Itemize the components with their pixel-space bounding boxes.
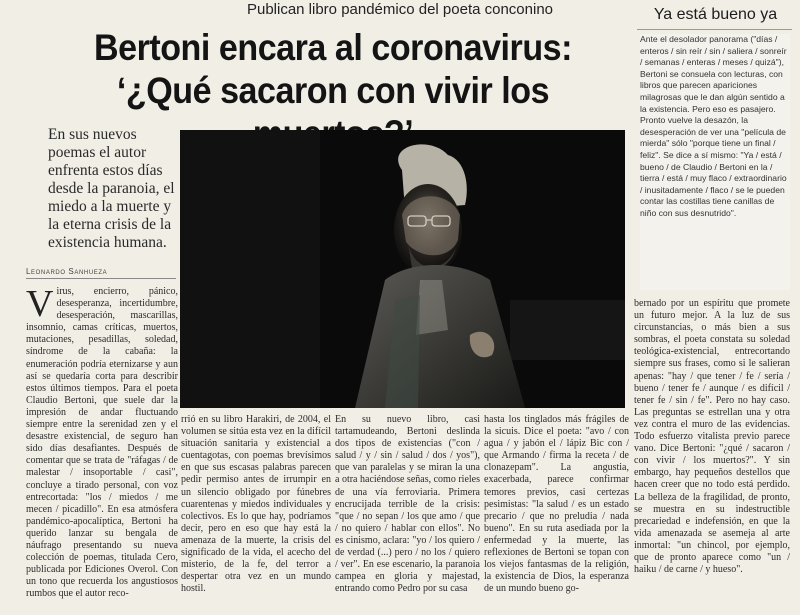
- drop-cap: V: [26, 286, 54, 325]
- byline: Leonardo Sanhueza: [26, 267, 176, 279]
- column-1-text: irus, encierro, pánico, desesperanza, incertidumbre, desesperación, mascarillas, insomnio, camas críticas, muertos, mutaciones, pesadillas, soledad, síndrome de la cabaña: la enumeración podría eternizarse y aun así se quedaría corta para describir estos últimos tiempos. Para el poeta Claudio Bertoni, que suele dar la impresión de andar fluctuando siempre entre la serenidad zen y el desastre existencial, de seguro han sido días desafiantes. Después de comentar que se trata de "ráfagas / de malestar / insoportable / casi", concluye a tirado personal, con voz entrecortada: "los / miedos / me mecen / picadillo". En esa atmósfera pandémico-apocalíptica, Bertoni ha querido lanzar su bengala de náufrago presentando su nueva colección de poemas, titulada Cero, publicada por Ediciones Overol. Con un tono que recuerda los angustiosos rumbos que el autor reco-: [26, 286, 178, 600]
- article-column-1: [26, 286, 178, 614]
- kicker: Publican libro pandémico del poeta conconino: [246, 1, 554, 18]
- sidebar-box: [640, 34, 790, 290]
- sidebar-text: Ante el desolador panorama ("días / enteros / sin reír / sin / saliera / sonreír / semanas / enteras / meses / quizá"), Bertoni se consuela con lecturas, con libros que parecen apariciones milagrosas que le dan algún sentido a la existencia. Pero eso es pasajero. Pronto vuelve la desazón, la desesperación de ver una "película de mierda" sólo "porque tiene un final / feliz". Se dice a sí mismo: "Ya / está / bueno / de Claudio / Bertoni en la / tierra / está / muy flaco / extraordinario / inusitadamente / flaco / se le pueden contar las costillas tiene canillas de niño con sus desnutrido".: [640, 34, 787, 218]
- lede-text: En sus nuevos poemas el autor enfrenta estos días desde la paranoia, el miedo a la muerte y la eterna crisis de la existencia humana.: [48, 126, 175, 251]
- sidebar-title: Ya está bueno ya: [653, 6, 778, 23]
- sidebar-divider: [637, 29, 792, 30]
- article-column-2: rrió en su libro Harakiri, de 2004, el volumen se sitúa esta vez en la difícil situación sanitaria y existencial a cuentagotas, con poemas brevísimos en que sus escasas palabras parecen pedir permiso antes de irrumpir en un silencio obligado por fúnebres cuarentenas y miedos individuales y colectivos. Es lo que hay, podríamos decir, pero en eso que hay está la amenaza de la muerte, la crisis del significado de la vida, el acecho del misterio, de la fe, del terror a despertar otra vez en un mundo hostil.: [181, 414, 331, 595]
- article-column-5: bernado por un espíritu que promete un futuro mejor. A la luz de sus circunstancias, o más bien a sus sombras, el poeta constata su soledad teológica-existencial, entrecortando siempre sus frases, como si le salieran apenas: "hay / que tener / fe / sería / bueno / tener fe / aunque / es difícil / tener fe / sin / fe". Pero no hay caso. Las preguntas se estrellan una y otra vez contra el muro de las evidencias. Todo esfuerzo vitalista previo parece vano. Dice Bertoni: "¿qué / sacaron / con vivir / los muertos?". Y sin embargo, hay pequeños destellos que hacen creer que no todo está perdido. La belleza de la fragilidad, de pronto, se muestra en su indestructible precariedad e indefensión, en que la vida amenazada se asemeja al arte inmortal: "un chincol, por ejemplo, que de pronto aparece como "un / haiku / de carne / y hueso".: [634, 298, 790, 576]
- headline-line-2: ‘¿Qué sacaron con vivir los: [116, 70, 550, 111]
- article-column-3: En su nuevo libro, casi tartamudeando, Bertoni deslinda dos tipos de existencias ("con / salud / y / sin / salud / dos / yos"), que van paralelas y se miran la una a otra haciéndose señas, como rieles de una vía ferroviaria. Primera encrucijada terrible de la crisis: "que / no sepan / los que amo / que / no quiero / hablar con ellos". No es cinismo, aclara: "yo / los quiero / de verdad (...) pero / no los / quiero / ver". En ese escenario, la paranoia campea en gloria y majestad, entrando como Pedro por su casa: [335, 414, 480, 595]
- headline-line-1: Bertoni encara al coronavirus:: [93, 27, 573, 68]
- article-column-4: hasta los tinglados más frágiles de la sicuis. Dice el poeta: "avo / con agua / y jabón el / lápiz Bic con / que Armando / firma la receta / de clonazepam". La angustia, exacerbada, parece confirmar temores previos, casi certezas pesimistas: "la salud / es un estado precario / que no preludia / nada bueno". En su ruta asediada por la enfermedad y la muerte, las reflexiones de Bertoni se topan con los viejos fantasmas de la religión, la existencia de Dios, la esperanza de un mundo bueno go-: [484, 414, 629, 595]
- poet-photo: [180, 130, 625, 408]
